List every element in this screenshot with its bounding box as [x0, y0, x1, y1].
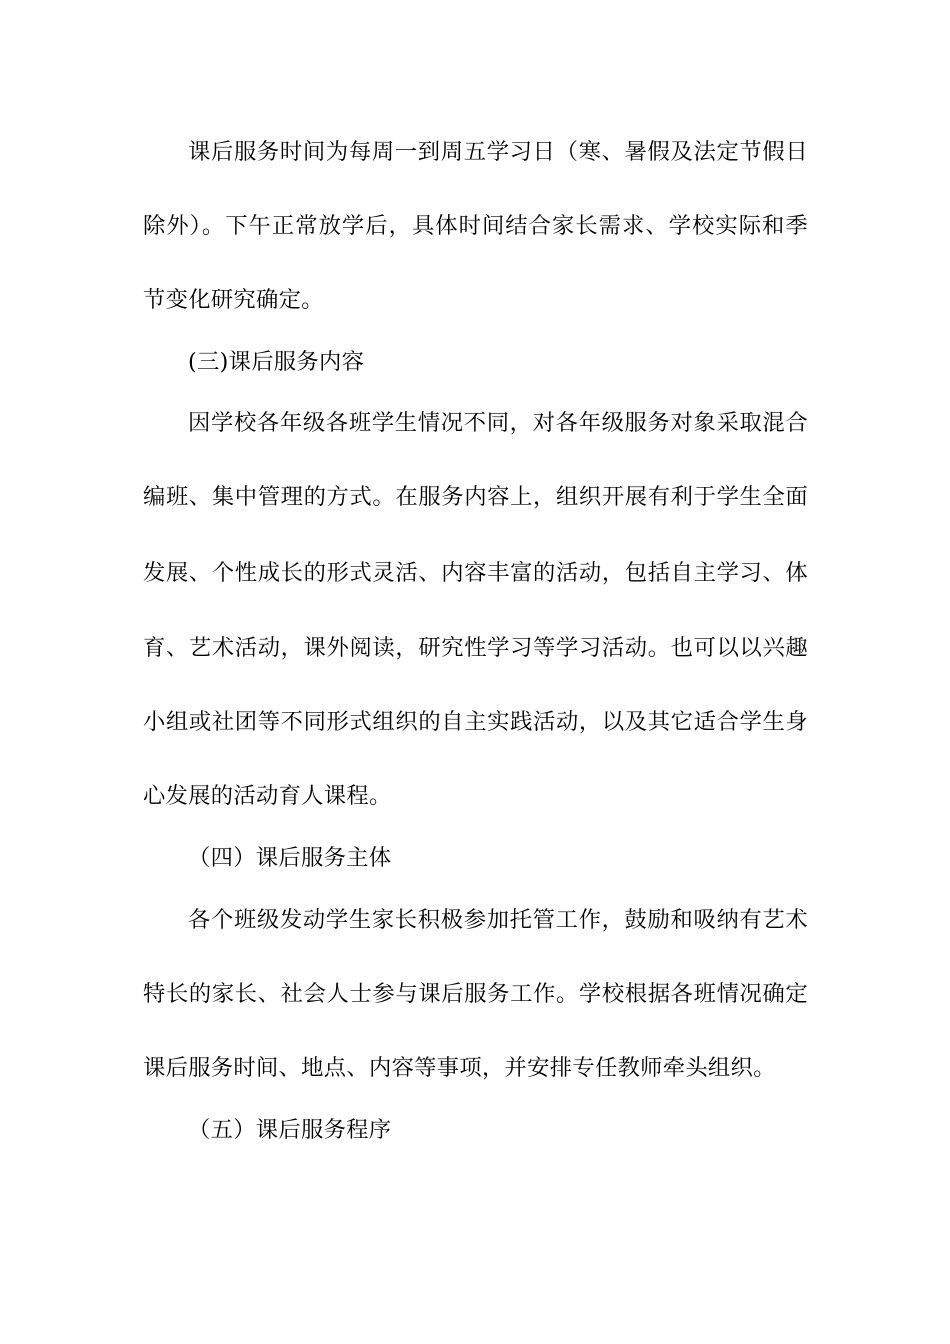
paragraph-line: 各个班级发动学生家长积极参加托管工作，鼓励和吸纳有艺术 — [188, 907, 808, 933]
paragraph-line: 心发展的活动育人课程。 — [143, 783, 392, 809]
paragraph-line: 课后服务时间、地点、内容等事项，并安排专任教师牵头组织。 — [143, 1055, 776, 1081]
paragraph-line: 因学校各年级各班学生情况不同，对各年级服务对象采取混合 — [188, 410, 808, 436]
paragraph-line: 发展、个性成长的形式灵活、内容丰富的活动，包括自主学习、体 — [143, 560, 808, 586]
paragraph-line: 节变化研究确定。 — [143, 287, 324, 313]
paragraph-line: 除外）。下午正常放学后，具体时间结合家长需求、学校实际和季 — [143, 213, 808, 239]
section-heading-5: （五）课后服务程序 — [188, 1117, 392, 1143]
paragraph-line: 育、艺术活动，课外阅读，研究性学习等学习活动。也可以以兴趣 — [143, 635, 808, 661]
section-heading-3: (三)课后服务内容 — [188, 349, 365, 375]
paragraph-line: 课后服务时间为每周一到周五学习日（寒、暑假及法定节假日 — [188, 139, 808, 165]
paragraph-line: 特长的家长、社会人士参与课后服务工作。学校根据各班情况确定 — [143, 981, 808, 1007]
paragraph-line: 编班、集中管理的方式。在服务内容上，组织开展有利于学生全面 — [143, 484, 808, 510]
section-heading-4: （四）课后服务主体 — [188, 845, 392, 871]
paragraph-line: 小组或社团等不同形式组织的自主实践活动，以及其它适合学生身 — [143, 709, 808, 735]
